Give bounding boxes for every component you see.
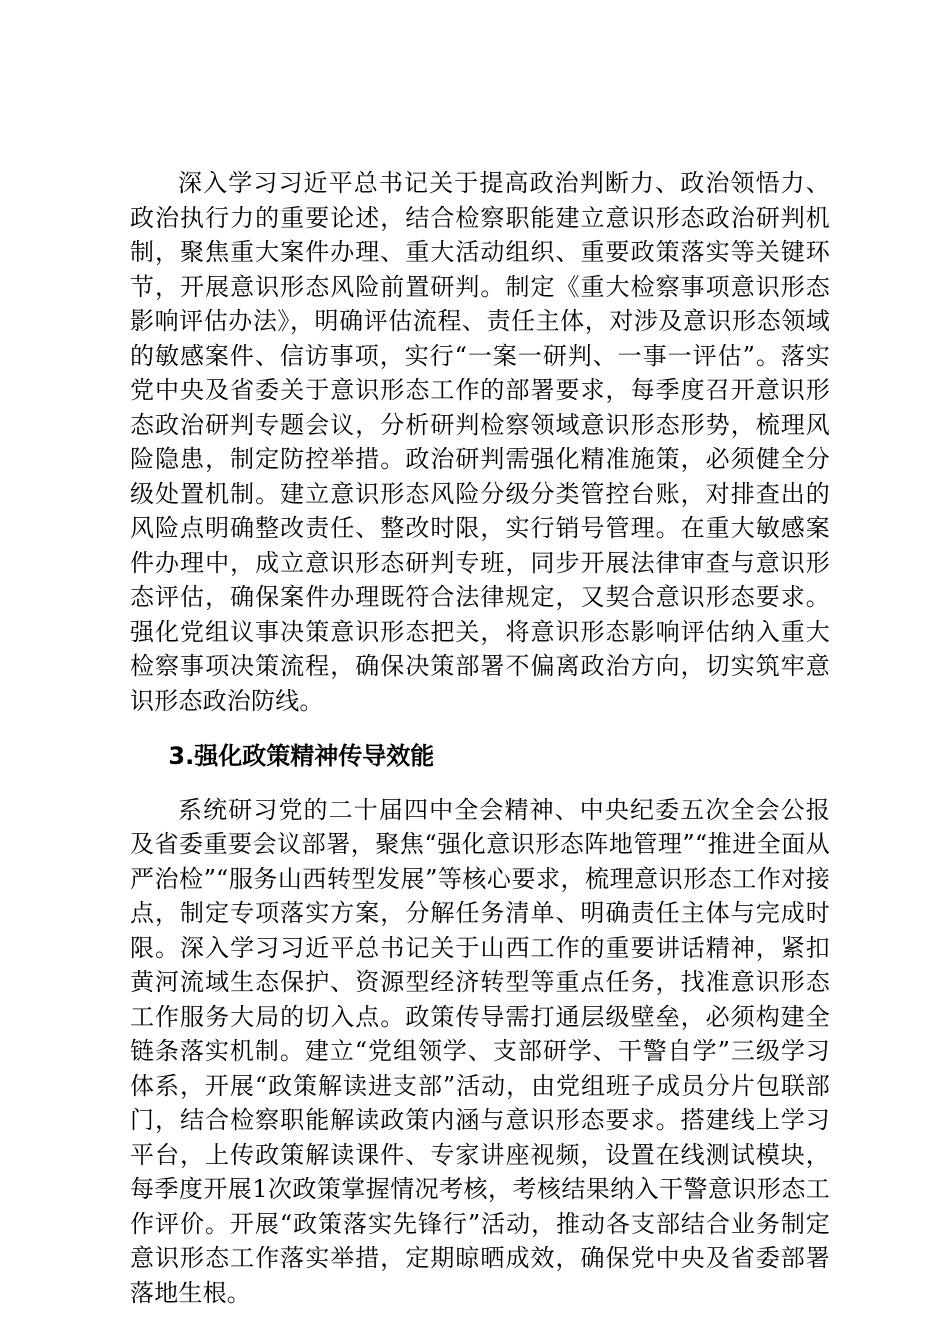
- body-paragraph: 系统研习党的二十届四中全会精神、中央纪委五次全会公报及省委重要会议部署，聚焦“强化意识形态阵地管理”“推进全面从严治检”“服务山西转型发展”等核心要求，梳理意识形态工作对接点，制定专项落实方案，分解任务清单、明确责任主体与完成时限。深入学习习近平总书记关于山西工作的重要讲话精神，紧扣黄河流域生态保护、资源型经济转型等重点任务，找准意识形态工作服务大局的切入点。政策传导需打通层级壁垒，必须构建全链条落实机制。建立“党组领学、支部研学、干警自学”三级学习体系，开展“政策解读进支部”活动，由党组班子成员分片包联部门，结合检察职能解读政策内涵与意识形态要求。搭建线上学习平台，上传政策解读课件、专家讲座视频，设置在线测试模块，每季度开展1次政策掌握情况考核，考核结果纳入干警意识形态工作评价。开展“政策落实先锋行”活动，推动各支部结合业务制定意识形态工作落实举措，定期晾晒成效，确保党中央及省委部署落地生根。: [130, 795, 830, 1307]
- document-body: [130, 166, 830, 1310]
- body-paragraph: 深入学习习近平总书记关于提高政治判断力、政治领悟力、政治执行力的重要论述，结合检察职能建立意识形态政治研判机制，聚焦重大案件办理、重大活动组织、重要政策落实等关键环节，开展意识形态风险前置研判。制定《重大检察事项意识形态影响评估办法》，明确评估流程、责任主体，对涉及意识形态领域的敏感案件、信访事项，实行“一案一研判、一事一评估”。落实党中央及省委关于意识形态工作的部署要求，每季度召开意识形态政治研判专题会议，分析研判检察领域意识形态形势，梳理风险隐患，制定防控举措。政治研判需强化精准施策，必须健全分级处置机制。建立意识形态风险分级分类管控台账，对排查出的风险点明确整改责任、整改时限，实行销号管理。在重大敏感案件办理中，成立意识形态研判专班，同步开展法律审查与意识形态评估，确保案件办理既符合法律规定，又契合意识形态要求。强化党组议事决策意识形态把关，将意识形态影响评估纳入重大检察事项决策流程，确保决策部署不偏离政治方向，切实筑牢意识形态政治防线。: [130, 169, 830, 715]
- section-heading: 3.强化政策精神传导效能: [168, 742, 435, 770]
